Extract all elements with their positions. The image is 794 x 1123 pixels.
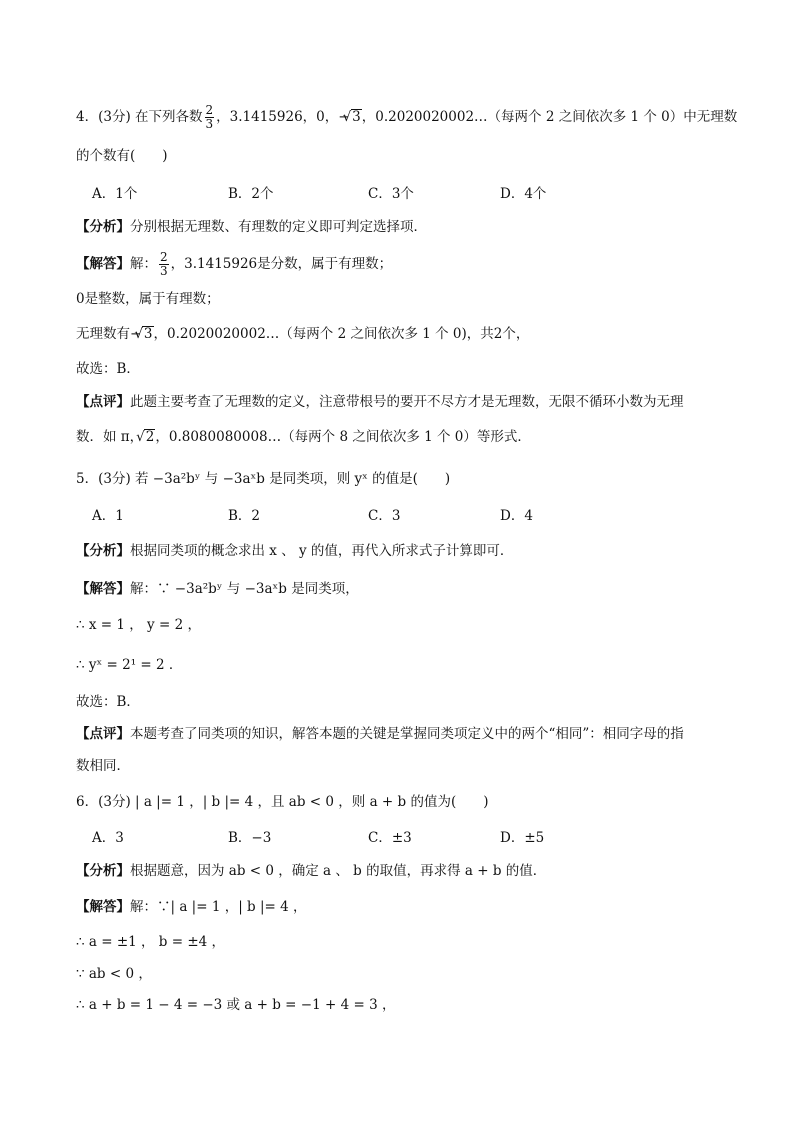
q6-answer-line4: ∴ a + b = 1 − 4 = −3 或 a + b = −1 + 4 = 3 ，: [76, 997, 396, 1013]
answer-text: 解：∵ −3a²bʸ 与 −3aˣb 是同类项，: [130, 581, 359, 597]
q4-stem-text: ，3.1415926，0，−: [216, 109, 350, 125]
answer-tag: 【解答】: [76, 899, 130, 915]
q6-answer-line3: ∵ ab < 0 ，: [76, 966, 152, 982]
q6-option-c: C．±3: [368, 830, 412, 846]
comment-text: 本题考查了同类项的知识，解答本题的关键是掌握同类项定义中的两个“相同”：相同字母的指: [130, 726, 684, 742]
q4-comment-line1: [76, 393, 684, 411]
sqrt-expression: √ 3: [351, 109, 362, 124]
q5-answer-line3: ∴ yˣ = 2¹ = 2 ．: [76, 657, 183, 673]
q4-stem-line1: [76, 104, 737, 131]
q4-fraction: [205, 104, 215, 131]
comment-text: 数．如 π，: [76, 429, 144, 445]
answer-text: 解：∵| a |= 1 ，| b |= 4 ，: [130, 899, 307, 915]
fraction-numerator: 2: [160, 250, 168, 264]
analysis-tag: 【分析】: [76, 219, 130, 235]
fraction-denominator: 3: [160, 264, 168, 278]
sqrt-expression: √ 3: [142, 326, 153, 341]
q4-option-d: D．4个: [500, 186, 547, 202]
comment-tag: 【点评】: [76, 394, 130, 410]
q5-comment-line2: 数相同．: [76, 758, 130, 774]
q4-answer-line2: 0是整数，属于有理数；: [76, 291, 220, 307]
analysis-text: 根据题意，因为 ab < 0 ，确定 a 、 b 的取值，再求得 a + b 的值．: [130, 863, 547, 879]
q5-option-a: A．1: [92, 508, 124, 524]
analysis-tag: 【分析】: [76, 863, 130, 879]
fraction-numerator: 2: [205, 103, 214, 117]
q5-answer-line4: 故选：B．: [76, 694, 140, 710]
q4-stem-line2: 的个数有( ): [76, 148, 168, 164]
q4-comment-line2: [76, 428, 531, 446]
answer-tag: 【解答】: [76, 256, 130, 272]
analysis-text: 分别根据无理数、有理数的定义即可判定选择项．: [130, 219, 427, 235]
q4-stem-text: 4．(3分) 在下列各数: [76, 109, 203, 125]
comment-text: 此题主要考查了无理数的定义，注意带根号的要开不尽方才是无理数，无限不循环小数为无理: [130, 394, 684, 410]
q6-option-a: A．3: [92, 830, 124, 846]
comment-text: ，0.8080080008…（每两个 8 之间依次多 1 个 0）等形式．: [155, 429, 531, 445]
q4-option-a: A．1个: [92, 186, 138, 202]
q4-stem-text: ，0.2020020002…（每两个 2 之间依次多 1 个 0）中无理数: [361, 109, 738, 125]
sqrt-expression: √ 2: [144, 429, 155, 444]
q5-analysis: [76, 542, 513, 560]
q4-analysis: [76, 218, 427, 236]
analysis-tag: 【分析】: [76, 543, 130, 559]
q5-answer-line2: ∴ x = 1 ， y = 2 ，: [76, 617, 201, 633]
q4-answer-line1: [76, 251, 392, 278]
q6-option-d: D．±5: [500, 830, 545, 846]
answer-text: ，0.2020020002…（每两个 2 之间依次多 1 个 0)，共2个，: [153, 326, 530, 342]
q6-stem: 6．(3分) | a |= 1 ，| b |= 4 ，且 ab < 0 ，则 a + b 的值为( ): [76, 794, 489, 810]
answer-text: 无理数有−: [76, 326, 142, 342]
q5-option-d: D．4: [500, 508, 533, 524]
q4-option-c: C．3个: [368, 186, 414, 202]
analysis-text: 根据同类项的概念求出 x 、 y 的值，再代入所求式子计算即可．: [130, 543, 514, 559]
q5-comment-line1: [76, 725, 684, 743]
q4-answer-line3: [76, 325, 529, 343]
comment-tag: 【点评】: [76, 726, 130, 742]
q6-analysis: [76, 862, 546, 880]
answer-text: 解：: [130, 256, 157, 272]
q5-option-c: C．3: [368, 508, 401, 524]
q4-answer-fraction: [159, 251, 169, 278]
q6-answer-line1: [76, 898, 307, 916]
q6-answer-line2: ∴ a = ±1 ， b = ±4 ，: [76, 934, 226, 950]
fraction-denominator: 3: [205, 117, 214, 131]
q5-stem: 5．(3分) 若 −3a²bʸ 与 −3aˣb 是同类项，则 yˣ 的值是( ): [76, 471, 451, 487]
q4-answer-line4: 故选：B．: [76, 361, 140, 377]
q6-option-b: B．−3: [228, 830, 272, 846]
answer-tag: 【解答】: [76, 581, 130, 597]
answer-text: ，3.1415926是分数，属于有理数；: [170, 256, 393, 272]
q5-option-b: B．2: [228, 508, 261, 524]
q5-answer-line1: [76, 580, 359, 598]
q4-option-b: B．2个: [228, 186, 274, 202]
